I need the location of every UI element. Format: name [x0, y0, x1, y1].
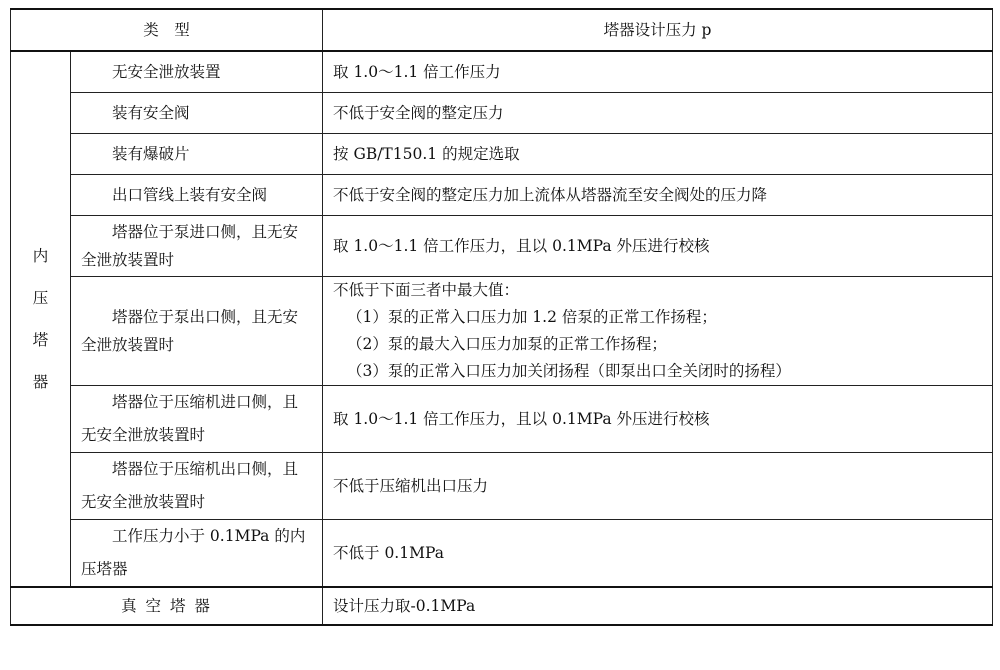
internal-pressure-group-label: 内 压 塔 器 — [11, 51, 71, 587]
row-pressure: 取 1.0～1.1 倍工作压力，且以 0.1MPa 外压进行校核 — [323, 386, 993, 453]
row-type: 装有爆破片 — [71, 134, 323, 175]
table-row — [11, 175, 993, 216]
row-type: 塔器位于压缩机进口侧，且无安全泄放装置时 — [71, 386, 323, 453]
table-row — [11, 93, 993, 134]
table-row — [11, 216, 993, 277]
row-type: 工作压力小于 0.1MPa 的内压塔器 — [71, 520, 323, 588]
row-pressure: 取 1.0～1.1 倍工作压力 — [323, 51, 993, 93]
row-pressure-multi: 不低于下面三者中最大值： （1）泵的正常入口压力加 1.2 倍泵的正常工作扬程； （2）泵的最大入口压力加泵的正常工作扬程； （3）泵的正常入口压力加关闭扬程（即泵出口全关闭时的扬程） — [323, 277, 993, 386]
table-row — [11, 277, 993, 386]
table-row — [11, 134, 993, 175]
row-pressure: 不低于安全阀的整定压力加上流体从塔器流至安全阀处的压力降 — [323, 175, 993, 216]
vacuum-type: 真 空 塔 器 — [11, 587, 323, 625]
row-pressure: 不低于安全阀的整定压力 — [323, 93, 993, 134]
row-type: 无安全泄放装置 — [71, 51, 323, 93]
row-pressure: 取 1.0～1.1 倍工作压力，且以 0.1MPa 外压进行校核 — [323, 216, 993, 277]
row-pressure: 按 GB/T150.1 的规定选取 — [323, 134, 993, 175]
row-type: 装有安全阀 — [71, 93, 323, 134]
table-row — [11, 520, 993, 588]
design-pressure-table — [10, 8, 993, 626]
row-pressure: 不低于 0.1MPa — [323, 520, 993, 588]
table-header-row — [11, 9, 993, 51]
vacuum-pressure: 设计压力取-0.1MPa — [323, 587, 993, 625]
table-row — [11, 386, 993, 453]
row-type: 塔器位于泵进口侧，且无安全泄放装置时 — [71, 216, 323, 277]
table-row — [11, 453, 993, 520]
row-type: 出口管线上装有安全阀 — [71, 175, 323, 216]
header-type: 类 型 — [11, 9, 323, 51]
header-pressure: 塔器设计压力 p — [323, 9, 993, 51]
document-page — [10, 8, 992, 626]
row-type: 塔器位于压缩机出口侧，且无安全泄放装置时 — [71, 453, 323, 520]
row-type: 塔器位于泵出口侧，且无安全泄放装置时 — [71, 277, 323, 386]
table-row — [11, 51, 993, 93]
row-pressure: 不低于压缩机出口压力 — [323, 453, 993, 520]
vacuum-row — [11, 587, 993, 625]
